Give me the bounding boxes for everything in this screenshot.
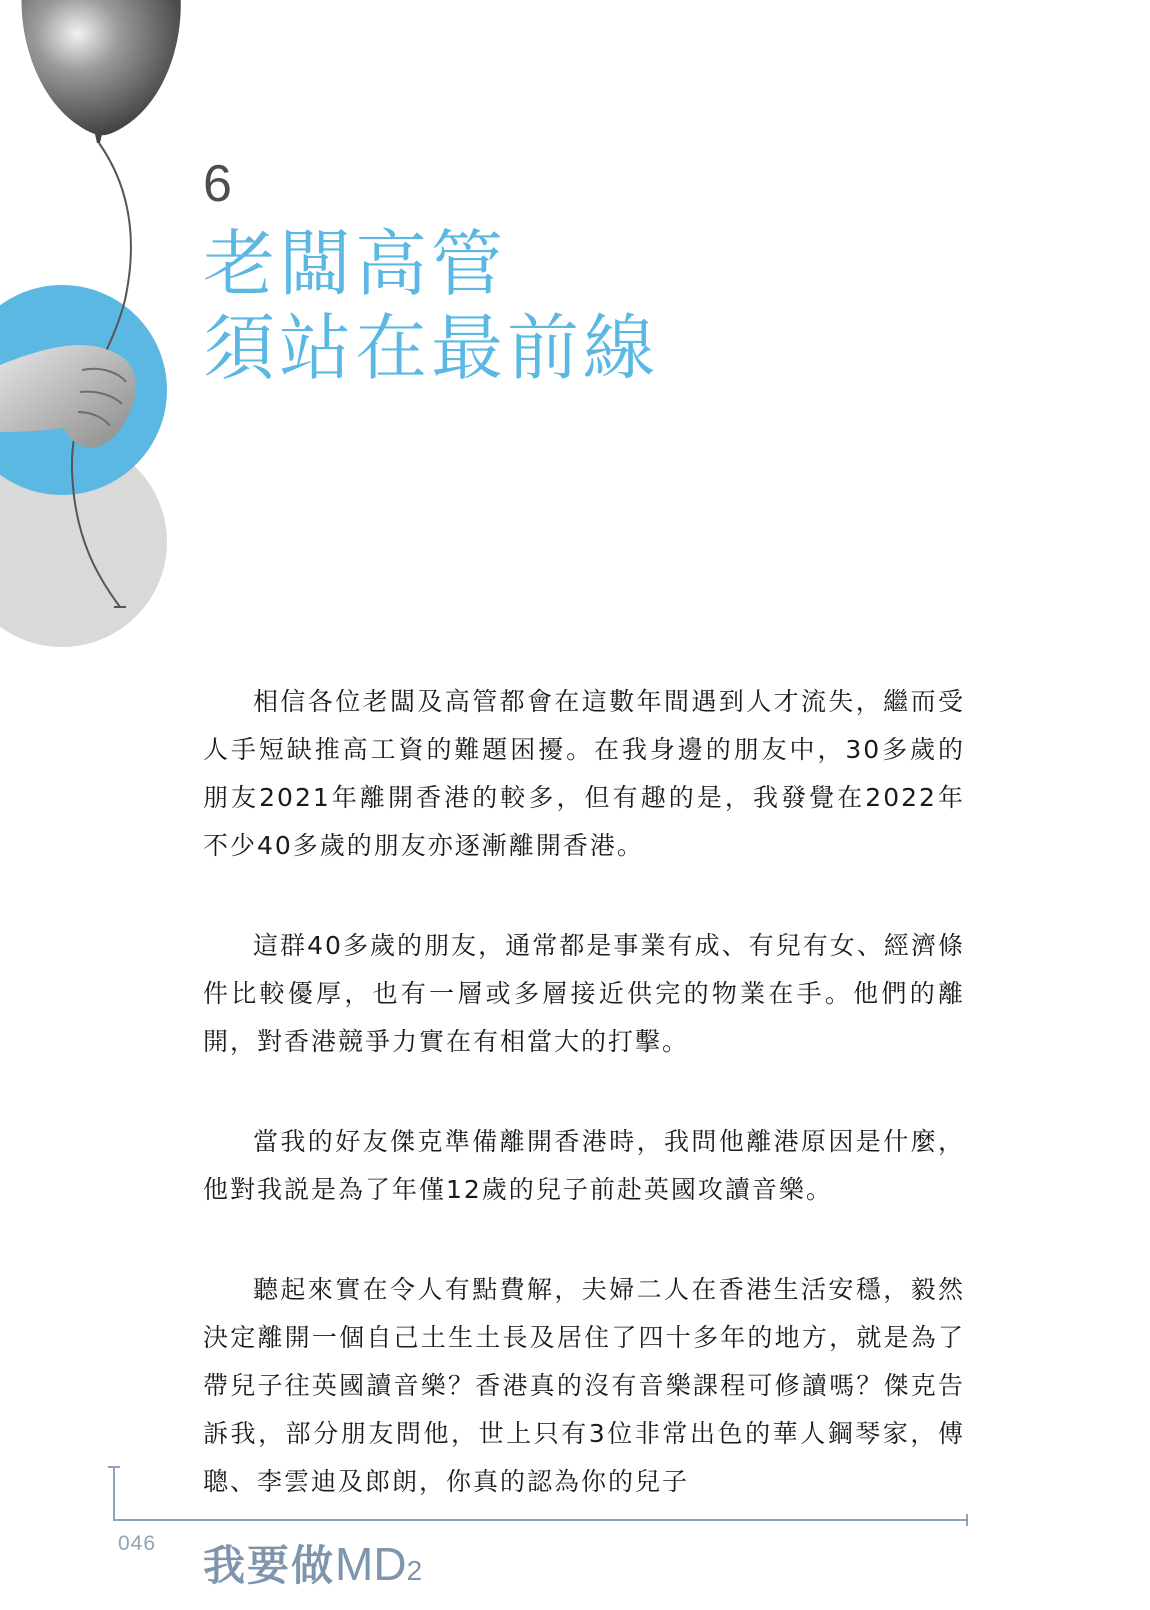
chapter-title [203,222,659,390]
balloon-knot [95,134,102,143]
footer-rule-horizontal [113,1519,968,1521]
footer-rule-end-cap [966,1514,968,1526]
book-title-latin: MD [335,1538,407,1590]
footer-rule-vertical [113,1466,115,1520]
body-text [203,678,965,1558]
page-number: 046 [118,1532,157,1555]
paragraph: 當我的好友傑克準備離開香港時，我問他離港原因是什麼，他對我説是為了年僅12歲的兒子前赴英國攻讀音樂。 [203,1127,965,1204]
book-title-number: 2 [406,1555,423,1586]
chapter-title-line-1: 老闆高管 [203,222,508,306]
paragraph: 相信各位老闆及高管都會在這數年間遇到人才流失，繼而受人手短缺推高工資的難題困擾。在我身邊的朋友中，30多歲的朋友2021年離開香港的較多，但有趣的是，我發覺在2022年不少40多歲的朋友亦逐漸離開香港。 [203,687,965,860]
balloon [22,0,181,135]
book-title-cjk: 我要做 [203,1541,336,1590]
book-title [203,1533,422,1593]
chapter-title-line-2: 須站在最前線 [203,306,660,390]
paragraph: 這群40多歲的朋友，通常都是事業有成、有兒有女、經濟條件比較優厚，也有一層或多層接近供完的物業在手。他們的離開，對香港競爭力實在有相當大的打擊。 [203,931,965,1056]
paragraph: 聽起來實在令人有點費解，夫婦二人在香港生活安穩，毅然決定離開一個自己土生土長及居住了四十多年的地方，就是為了帶兒子往英國讀音樂？香港真的沒有音樂課程可修讀嗎？傑克告訴我，部分朋友問他，世上只有3位非常出色的華人鋼琴家，傅聰、李雲迪及郎朗，你真的認為你的兒子 [203,1275,965,1496]
chapter-number: 6 [203,155,232,213]
